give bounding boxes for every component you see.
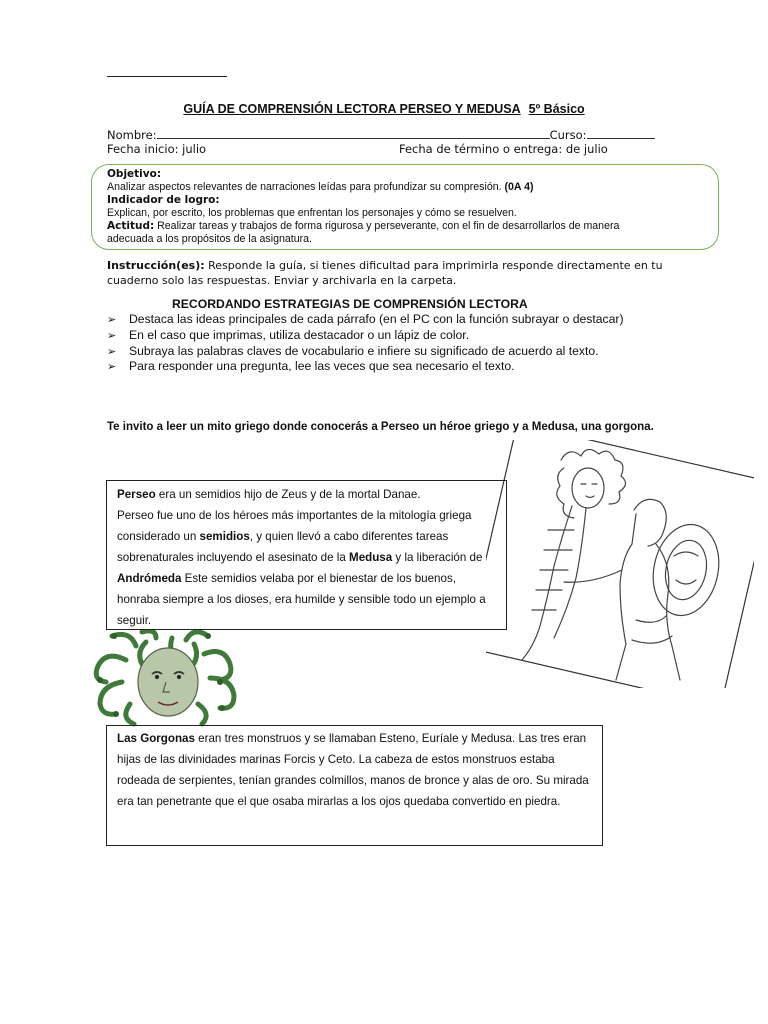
gorgonas-text: eran tres monstruos y se llamaban Esteno, Euríale y Medusa. Las tres eran hijas de las divinidades marinas Forcis y Ceto. La cabeza de estos monstruos estaba rodeada de serpientes, tenían grandes colmillos, manos de bronce y alas de oro. Su mirada era tan penetrante que el que osaba mirarlas a los ojos quedaba convertido en piedra. (117, 732, 589, 808)
title-text: GUÍA DE COMPRENSIÓN LECTORA PERSEO Y MEDUSA (183, 102, 521, 116)
instructions-text: Responde la guía, si tienes dificultad para imprimirla responde directamente en tu cuaderno solo las respuestas. (107, 259, 663, 287)
achievement-label: Indicador de logro: (107, 194, 220, 206)
gorgonas-title: Las Gorgonas (117, 732, 195, 745)
objective-code: (0A 4) (504, 181, 534, 193)
name-label: Nombre: (107, 128, 157, 142)
reading-invitation: Te invito a leer un mito griego donde conocerás a Perseo un héroe griego y a Medusa, una gorgona. (107, 421, 654, 433)
perseo-desc-a: Perseo fue uno de los héroes más importantes de la mitología griega considerado un (117, 509, 472, 543)
gorgonas-text-box (106, 725, 603, 846)
strategy-text: Destaca las ideas principales de cada párrafo (en el PC con la función subrayar o destacar) (129, 312, 624, 326)
name-underline (107, 76, 227, 77)
perseo-desc-g: Este semidios velaba por el bienestar de los buenos, honraba siempre a los dioses, era humilde y sensible todo un ejemplo a seguir. (117, 572, 486, 627)
arrowhead-bullet-icon: ➢ (107, 328, 117, 342)
objective-text: Analizar aspectos relevantes de narraciones leídas para profundizar su compresión. (107, 181, 502, 193)
objective-line (107, 181, 667, 194)
instructions-label: Instrucción(es): (107, 259, 205, 272)
arrowhead-bullet-icon: ➢ (107, 313, 117, 326)
arrowhead-bullet-icon: ➢ (107, 344, 117, 358)
dates-row (107, 142, 667, 157)
start-date-label: Fecha inicio: julio (107, 142, 207, 156)
end-date-label: Fecha de término o entrega: de julio (399, 142, 608, 156)
strategy-text: Subraya las palabras claves de vocabulario e infiere su significado de acuerdo al texto. (129, 343, 599, 358)
list-item (107, 328, 667, 344)
perseus-illustration (486, 440, 754, 688)
objective-label: Objetivo: (107, 168, 162, 180)
perseo-intro: era un semidios hijo de Zeus y de la mortal Danae. (155, 488, 421, 501)
attitude-line (107, 220, 667, 246)
perseo-name: Perseo (117, 488, 156, 501)
student-fields (107, 127, 667, 157)
name-course-row (107, 127, 667, 142)
instructions (107, 258, 667, 288)
objective-content (107, 168, 667, 246)
perseo-desc-c: , y quien llevó a cabo diferentes tareas sobrenaturales incluyendo el asesinato de la (117, 530, 449, 564)
course-label: Curso: (549, 128, 587, 142)
strategies-title: RECORDANDO ESTRATEGIAS DE COMPRENSIÓN LECTORA (172, 297, 528, 311)
perseo-text-box (106, 480, 507, 630)
term-andromeda: Andrómeda (117, 572, 182, 585)
perseo-desc-e: y la liberación de (392, 551, 483, 564)
term-medusa: Medusa (349, 551, 393, 564)
strategy-text: Para responder una pregunta, lee las veces que sea necesario el texto. (129, 359, 515, 374)
course-field[interactable] (587, 127, 655, 139)
name-field[interactable] (157, 127, 550, 139)
grade-text: 5º Básico (528, 102, 585, 116)
arrowhead-bullet-icon: ➢ (107, 360, 117, 374)
attitude-label: Actitud: (107, 220, 155, 232)
achievement-text: Explican, por escrito, los problemas que enfrentan los personajes y cómo se resuelven. (107, 207, 517, 219)
strategies-list (107, 312, 667, 375)
instructions-emphasis: Enviar y archivarla en la carpeta. (273, 274, 457, 287)
list-item (107, 359, 667, 375)
page-title (0, 102, 768, 116)
list-item (107, 344, 667, 360)
strategy-text: En el caso que imprimas, utiliza destacador o un lápiz de color. (129, 327, 470, 342)
term-semidios: semidios (199, 530, 250, 543)
list-item (107, 312, 667, 328)
medusa-illustration (86, 630, 252, 728)
attitude-text: Realizar tareas y trabajos de forma rigurosa y perseverante, con el fin de desarrollarlos de manera adecuada a los propósitos de la asignatura. (107, 220, 620, 245)
